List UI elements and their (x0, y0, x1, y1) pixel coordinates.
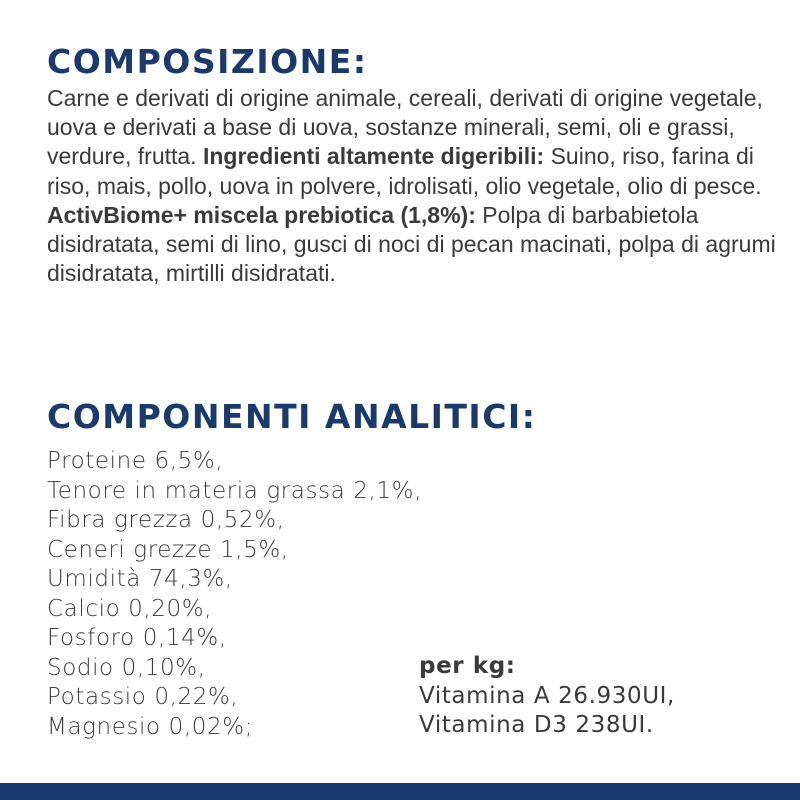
digestible-label: Ingredienti altamente digeribili: (202, 143, 545, 170)
prebiotic-text: Polpa di barbabietola disidratata, semi di lino, gusci di noci di pecan macinati, polpa di agrumi disidratata, mirtilli disidratati. (47, 201, 776, 287)
vitamin-item: Vitamina A 26.930UI, (419, 682, 675, 709)
composition-intro: Carne e derivati di origine animale, cereali, derivati di origine vegetale, uova e derivati a base di uova, sostanze minerali, semi, oli e grassi, verdure, frutta. (47, 85, 763, 170)
analytics-item: Potassio 0,22%, (47, 684, 239, 710)
analytics-item: Sodio 0,10%, (47, 654, 206, 681)
analytics-item: Magnesio 0,02%; (47, 713, 254, 740)
prebiotic-label: ActivBiome+ miscela prebiotica (1,8%): (47, 201, 476, 228)
vitamins-list (419, 652, 675, 741)
analytics-item: Calcio 0,20%, (47, 595, 213, 622)
analytics-heading: COMPONENTI ANALITICI: (47, 397, 537, 436)
footer-bar (0, 783, 800, 800)
vitamin-item: Vitamina D3 238UI. (419, 712, 654, 738)
analytics-item: Ceneri grezze 1,5%, (47, 536, 289, 563)
composition-text (47, 84, 787, 288)
analytics-item: Fibra grezza 0,52%, (47, 507, 285, 533)
vitamins-heading: per kg: (419, 653, 516, 679)
analytics-item: Fosforo 0,14%, (47, 625, 227, 651)
analytics-item: Proteine 6,5%, (47, 448, 224, 474)
digestible-text: Suino, riso, farina di riso, mais, pollo, uova in polvere, idrolisati, olio vegetale, olio di pesce. (47, 143, 762, 199)
analytics-list (47, 447, 422, 742)
analytics-item: Umidità 74,3%, (47, 566, 233, 592)
analytics-item: Tenore in materia grassa 2,1%, (47, 477, 423, 504)
composition-heading: COMPOSIZIONE: (47, 42, 368, 81)
